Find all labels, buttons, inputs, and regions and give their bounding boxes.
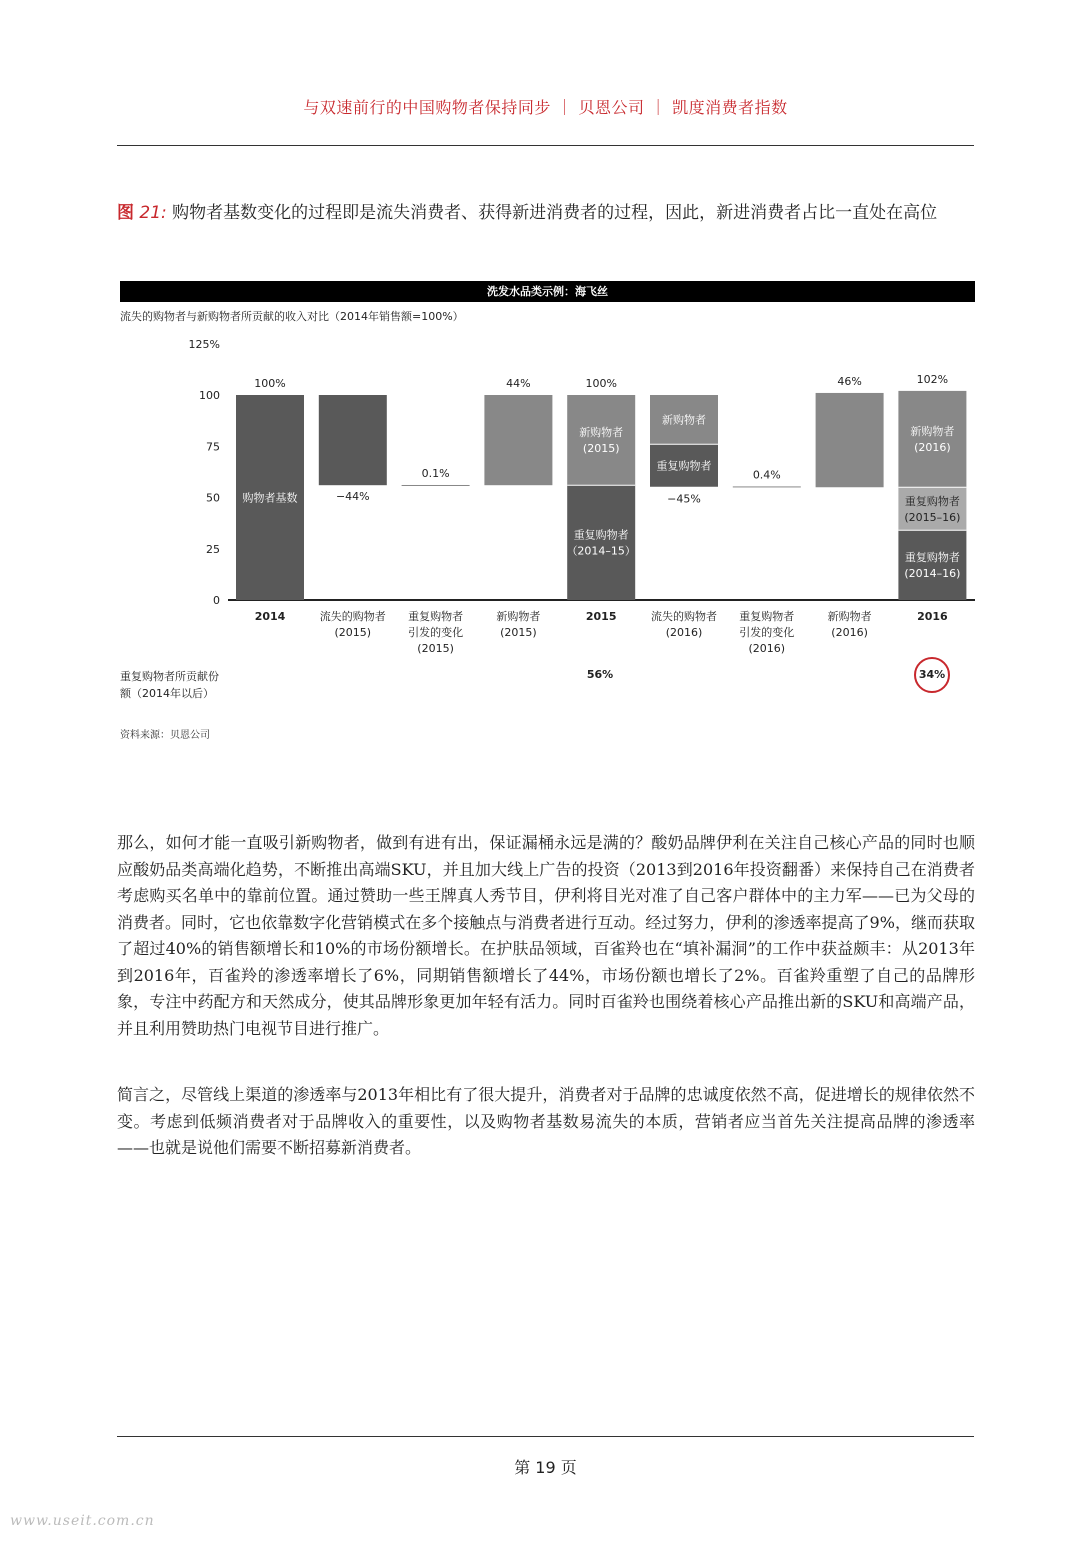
repeat-share-label-line2: 额（2014年以后） <box>120 687 214 700</box>
bar-segment <box>898 487 966 530</box>
bar-segment-label: 新购物者 <box>910 425 955 439</box>
header-divider <box>117 145 974 146</box>
bar-segment-label: （2014–15） <box>566 544 636 558</box>
bar-segment-label: (2016) <box>914 441 951 455</box>
bar-segment-label: 新购物者 <box>662 413 706 427</box>
bar-segment-label: 重复购物者 <box>656 459 712 473</box>
footer-divider <box>117 1436 974 1437</box>
bar-value-label: −44% <box>335 490 370 504</box>
category-label: 引发的变化 <box>408 626 464 639</box>
figure-caption: 购物者基数变化的过程即是流失消费者、获得新进消费者的过程，因此，新进消费者占比一直处在高位 <box>166 203 938 223</box>
bar-segment <box>733 486 801 487</box>
category-label: 2015 <box>585 610 617 623</box>
bar-segment <box>816 393 884 487</box>
category-label: (2015) <box>417 642 454 655</box>
category-label: (2015) <box>334 626 372 639</box>
bar-segment <box>898 391 966 487</box>
category-label: 引发的变化 <box>739 626 795 639</box>
bar-segment-label: (2015–16) <box>904 510 961 524</box>
watermark: www.useit.com.cn <box>10 1513 155 1529</box>
bar-segment <box>898 530 966 600</box>
category-label: 新购物者 <box>827 610 872 623</box>
bar-segment-label: (2014–16) <box>904 567 961 581</box>
repeat-share-2015: 56% <box>586 668 614 681</box>
bar-value-label: 44% <box>506 377 531 390</box>
chart-subtitle: 流失的购物者与新购物者所贡献的收入对比（2014年销售额=100%） <box>120 310 464 323</box>
figure-number: 21: <box>139 203 167 223</box>
bar-segment-label: 重复购物者 <box>904 494 960 508</box>
figure-prefix: 图 <box>117 203 134 223</box>
repeat-share-label <box>120 668 219 702</box>
source-note: 资料来源：贝恩公司 <box>120 730 210 741</box>
bar-segment-label: 重复购物者 <box>904 551 960 565</box>
chart-header-band: 洗发水品类示例：海飞丝 <box>120 281 975 302</box>
bar-value-label: 0.1% <box>421 466 450 480</box>
y-tick-label: 0 <box>213 594 220 607</box>
bar-segment-label: 重复购物者 <box>573 528 629 542</box>
y-tick-label: 50 <box>206 491 220 505</box>
repeat-share-label-line1: 重复购物者所贡献份 <box>120 670 219 683</box>
report-header: 与双速前行的中国购物者保持同步 ｜ 贝恩公司 ｜ 凯度消费者指数 <box>303 98 788 117</box>
bar-value-label: 46% <box>837 374 862 388</box>
y-tick-label: 25 <box>206 542 220 556</box>
bar-segment <box>402 485 470 486</box>
page-number: 第 19 页 <box>514 1458 577 1477</box>
bar-value-label: −45% <box>667 492 701 506</box>
category-label: (2016) <box>831 626 868 639</box>
bar-value-label: 0.4% <box>752 468 781 482</box>
bar-segment <box>567 395 635 485</box>
category-label: 2014 <box>254 610 286 623</box>
category-label: 重复购物者 <box>408 610 464 623</box>
category-label: 新购物者 <box>496 610 541 623</box>
y-tick-label: 100 <box>199 389 220 402</box>
category-label: 流失的购物者 <box>651 610 717 623</box>
bar-value-label: 100% <box>585 377 617 390</box>
bar-segment <box>319 395 387 485</box>
bar-segment-label: (2015) <box>582 442 620 456</box>
category-label: (2015) <box>500 626 537 639</box>
bar-value-label: 100% <box>254 377 286 390</box>
body-paragraph-2: 简言之，尽管线上渠道的渗透率与2013年相比有了很大提升，消费者对于品牌的忠诚度依然不高，促进增长的规律依然不变。考虑到低频消费者对于品牌收入的重要性，以及购物者基数易流失的本质，营销者应当首先关注提高品牌的渗透率——也就是说他们需要不断招募新消费者。 <box>117 1085 975 1157</box>
category-label: 重复购物者 <box>739 610 795 623</box>
figure-title <box>117 198 977 228</box>
bar-segment-label: 购物者基数 <box>242 491 298 505</box>
bar-segment <box>484 395 552 485</box>
category-label: (2016) <box>665 626 703 639</box>
bar-segment <box>567 485 635 600</box>
category-label: 2016 <box>917 610 948 623</box>
category-label: (2016) <box>748 642 786 655</box>
bar-segment-label: 新购物者 <box>579 426 624 440</box>
body-paragraph-1: 那么，如何才能一直吸引新购物者，做到有进有出，保证漏桶永远是满的？酸奶品牌伊利在关注自己核心产品的同时也顺应酸奶品类高端化趋势，不断推出高端SKU，并且加大线上广告的投资（2013到2016年投资翻番）来保持自己在消费者考虑购买名单中的靠前位置。通过赞助一些王牌真人秀节目，伊利将目光对准了自己客户群体中的主力军——已为父母的消费者。同时，它也依靠数字化营销模式在多个接触点与消费者进行互动。经过努力，伊利的渗透率提高了9%，继而获取了超过40%的销售额增长和10%的市场份额增长。在护肤品领域，百雀羚也在“填补漏洞”的工作中获益颇丰：从2013年到2016年，百雀羚的渗透率增长了6%，同期销售额增长了44%，市场份额也增长了2%。百雀羚重塑了自己的品牌形象，专注中药配方和天然成分，使其品牌形象更加年轻有活力。同时百雀羚也围绕着核心产品推出新的SKU和高端产品，并且利用赞助热门电视节目进行推广。 <box>117 833 975 1038</box>
waterfall-chart <box>120 330 980 660</box>
y-tick-label: 75 <box>206 440 220 454</box>
repeat-share-2016: 34% <box>914 657 950 693</box>
bar-value-label: 102% <box>916 372 949 386</box>
y-tick-label: 125% <box>188 337 220 351</box>
category-label: 流失的购物者 <box>319 610 386 623</box>
